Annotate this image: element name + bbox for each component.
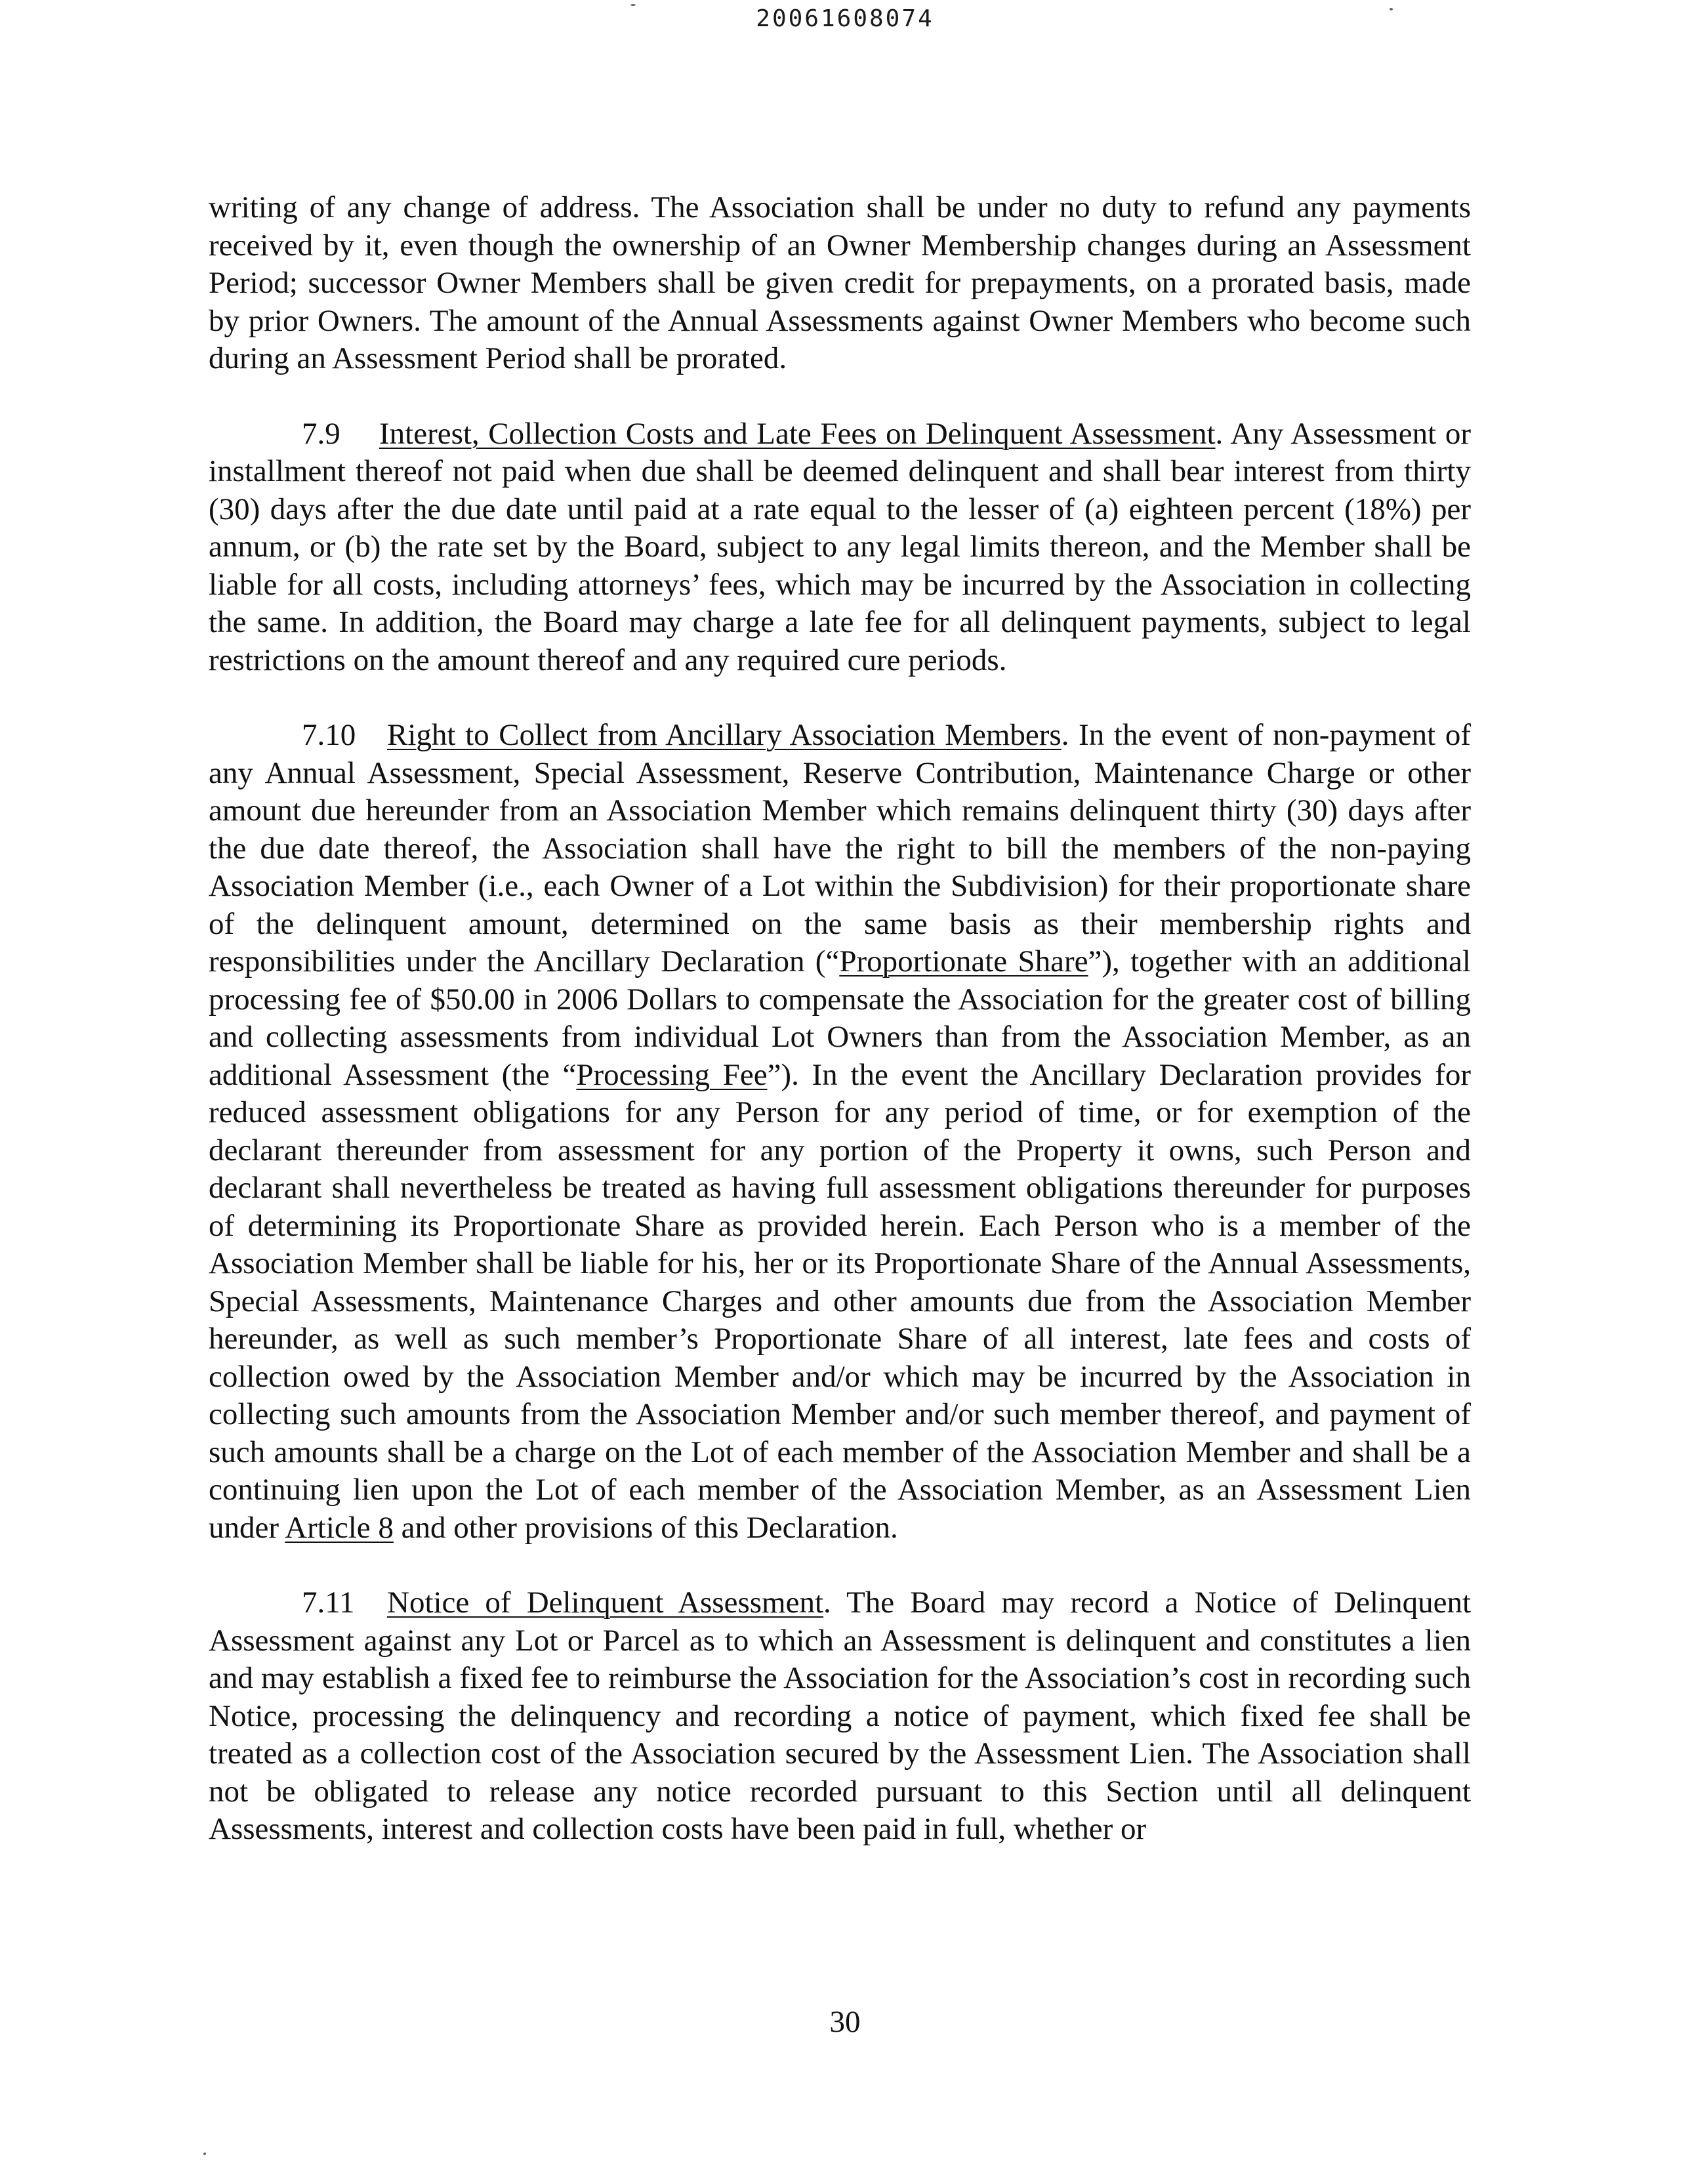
page-number: 30 — [829, 2005, 861, 2039]
paragraph-text: writing of any change of address. The Association shall be under no duty to refund any payments received by it, even though the ownership of an Owner Membership changes during an Assessment Period; successor Owner Members shall be given credit for prepayments, on a prorated basis, made by prior Owners. The amount of the Annual Assessments against Owner Members who become such during an Assessment Period shall be prorated. — [209, 190, 1471, 375]
article-reference: Article 8 — [285, 1510, 394, 1545]
scan-speck — [1390, 8, 1393, 10]
scan-speck — [630, 4, 636, 6]
section-7-10 — [209, 717, 1471, 1547]
paragraph-continuation — [209, 189, 1471, 378]
section-text: . The Board may record a Notice of Delinquent Assessment against any Lot or Parcel as to which an Assessment is delinquent and constitutes a lien and may establish a fixed fee to reimburse the Association for the Association’s cost in recording such Notice, processing the delinquency and recording a notice of payment, which fixed fee shall be treated as a collection cost of the Association secured by the Assessment Lien. The Association shall not be obligated to release any notice recorded pursuant to this Section until all delinquent Assessments, interest and collection costs have been paid in full, whether or — [209, 1586, 1472, 1846]
scan-speck — [203, 2152, 206, 2155]
section-title: Right to Collect from Ancillary Association Members — [387, 718, 1061, 752]
section-title: Interest, Collection Costs and Late Fees on Delinquent Assessment — [379, 416, 1216, 451]
section-number: 7.10 — [302, 718, 356, 752]
section-text: ”). In the event the Ancillary Declaration provides for reduced assessment obligations for any Person for any period of time, or for exemption of the declarant thereunder from assessment for any portion of the Property it owns, such Person and declarant shall nevertheless be treated as having full assessment obligations thereunder for purposes of determining its Proportionate Share as provided herein. Each Person who is a member of the Association Member shall be liable for his, her or its Proportionate Share of the Annual Assessments, Special Assessments, Maintenance Charges and other amounts due from the Association Member hereunder, as well as such member’s Proportionate Share of all interest, late fees and costs of collection owed by the Association Member and/or which may be incurred by the Association in collecting such amounts from the Association Member and/or such member thereof, and payment of such amounts shall be a charge on the Lot of each member of the Association Member and shall be a continuing lien upon the Lot of each member of the Association Member, as an Assessment Lien under — [209, 1057, 1471, 1545]
section-text: . In the event of non-payment of any Annual Assessment, Special Assessment, Reserve Contribution, Maintenance Charge or other amount due hereunder from an Association Member which remains delinquent thirty (30) days after the due date thereof, the Association shall have the right to bill the members of the non-paying Association Member (i.e., each Owner of a Lot within the Subdivision) for their proportionate share of the delinquent amount, determined on the same basis as their membership rights and responsibilities under the Ancillary Declaration (“ — [209, 718, 1471, 978]
document-number: 20061608074 — [756, 5, 934, 32]
section-text: and other provisions of this Declaration. — [393, 1510, 898, 1545]
section-text: . Any Assessment or installment thereof not paid when due shall be deemed delinquent and shall bear interest from thirty (30) days after the due date until paid at a rate equal to the lesser of (a) eighteen percent (18%) per annum, or (b) the rate set by the Board, subject to any legal limits thereon, and the Member shall be liable for all costs, including attorneys’ fees, which may be incurred by the Association in collecting the same. In addition, the Board may charge a late fee for all delinquent payments, subject to legal restrictions on the amount thereof and any required cure periods. — [209, 416, 1471, 677]
section-7-11 — [209, 1584, 1471, 1849]
defined-term: Processing Fee — [576, 1057, 768, 1092]
document-body — [209, 189, 1471, 1849]
section-number: 7.9 — [302, 416, 340, 451]
section-number: 7.11 — [302, 1586, 355, 1620]
section-title: Notice of Delinquent Assessment — [387, 1586, 824, 1620]
section-7-9 — [209, 415, 1471, 680]
section-text: ”), together with an additional processing fee of $50.00 in 2006 Dollars to compensate the Association for the greater cost of billing and collecting assessments from individual Lot Owners than from the Association Member, as an additional Assessment (the “ — [209, 944, 1471, 1092]
defined-term: Proportionate Share — [839, 944, 1088, 978]
